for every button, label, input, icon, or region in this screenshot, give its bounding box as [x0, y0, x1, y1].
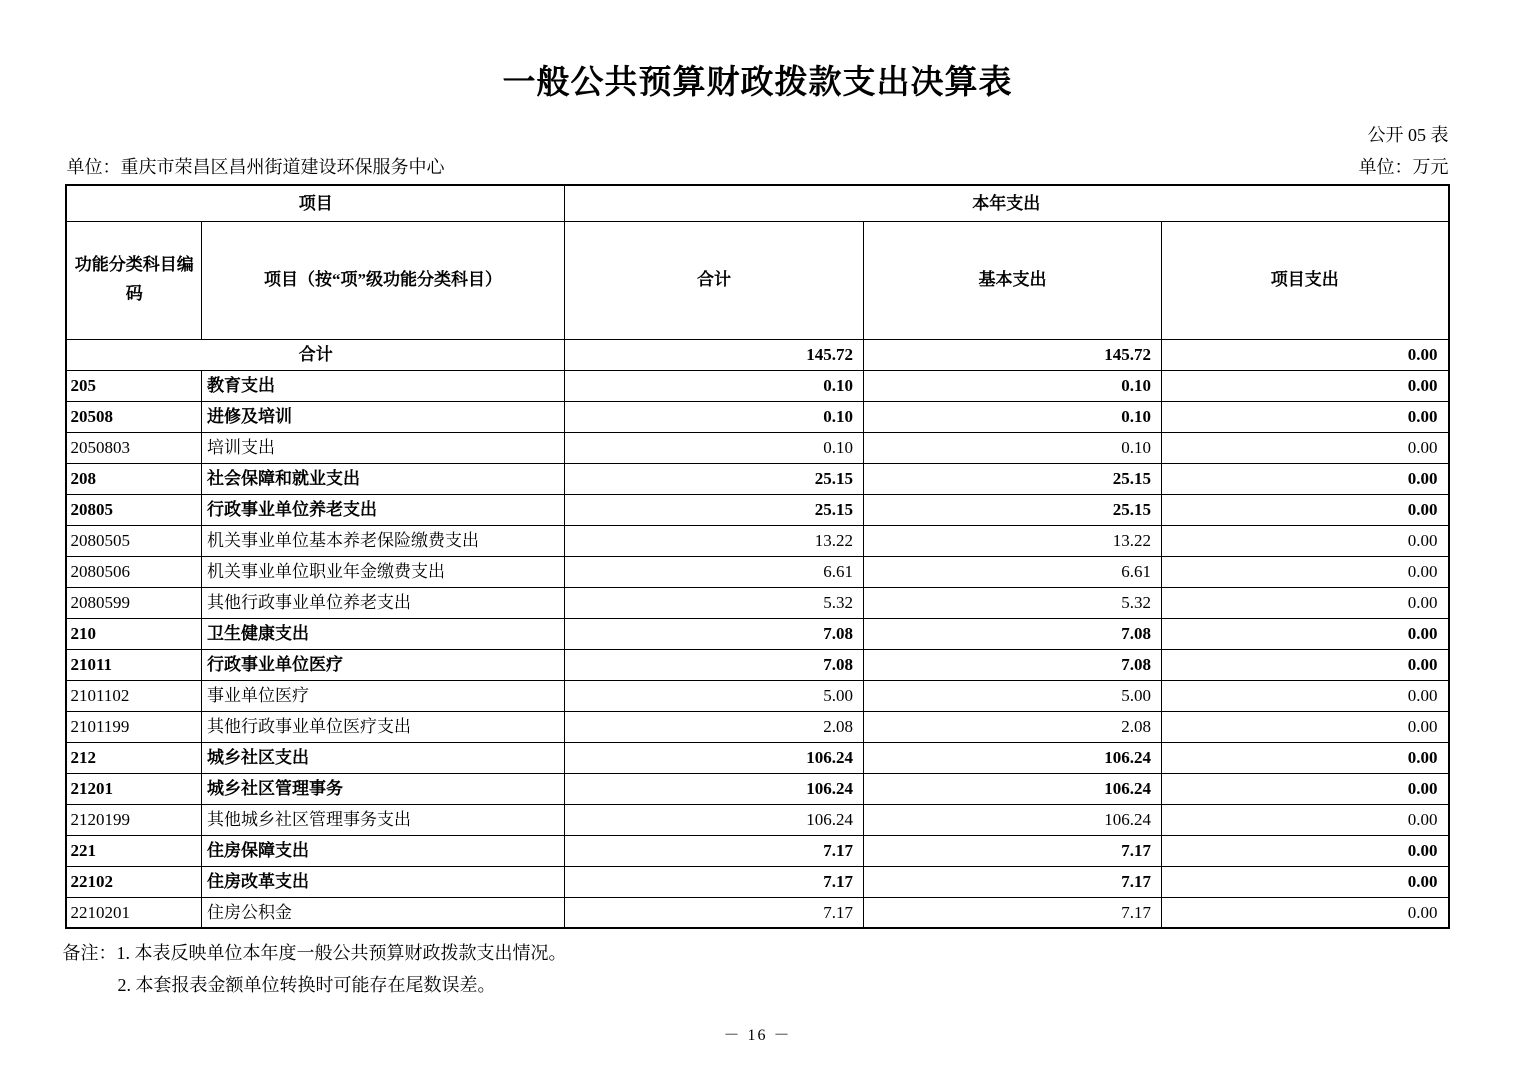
item-name-cell: 住房改革支出: [201, 866, 564, 897]
table-row: [66, 556, 1448, 587]
total-label-cell: 合计: [66, 339, 564, 370]
item-name-cell: 机关事业单位基本养老保险缴费支出: [201, 525, 564, 556]
note-text-2: 2. 本套报表金额单位转换时可能存在尾数误差。: [117, 975, 496, 995]
code-cell: 205: [66, 370, 201, 401]
currency-unit-label: 单位：万元: [1358, 157, 1449, 177]
code-cell: 2050803: [66, 432, 201, 463]
header-col-basic: 基本支出: [863, 221, 1161, 339]
table-row: [66, 711, 1448, 742]
basic-cell: 13.22: [863, 525, 1161, 556]
code-cell: 20508: [66, 401, 201, 432]
unit-line: [67, 153, 1449, 179]
table-row: [66, 742, 1448, 773]
project-cell: 0.00: [1161, 742, 1448, 773]
project-cell: 0.00: [1161, 866, 1448, 897]
code-cell: 2080506: [66, 556, 201, 587]
project-cell: 0.00: [1161, 370, 1448, 401]
total-cell: 7.17: [564, 835, 863, 866]
basic-cell: 5.00: [863, 680, 1161, 711]
item-name-cell: 卫生健康支出: [201, 618, 564, 649]
item-name-cell: 培训支出: [201, 432, 564, 463]
table-total-row: [66, 339, 1448, 370]
item-name-cell: 事业单位医疗: [201, 680, 564, 711]
project-cell: 0.00: [1161, 773, 1448, 804]
total-project-cell: 0.00: [1161, 339, 1448, 370]
table-row: [66, 866, 1448, 897]
basic-cell: 0.10: [863, 432, 1161, 463]
total-cell: 6.61: [564, 556, 863, 587]
item-name-cell: 其他行政事业单位医疗支出: [201, 711, 564, 742]
table-row: [66, 773, 1448, 804]
code-cell: 22102: [66, 866, 201, 897]
code-cell: 210: [66, 618, 201, 649]
basic-cell: 7.17: [863, 897, 1161, 928]
code-cell: 2080505: [66, 525, 201, 556]
item-name-cell: 城乡社区支出: [201, 742, 564, 773]
project-cell: 0.00: [1161, 649, 1448, 680]
basic-cell: 5.32: [863, 587, 1161, 618]
header-column-row: [66, 221, 1448, 339]
code-cell: 208: [66, 463, 201, 494]
item-name-cell: 进修及培训: [201, 401, 564, 432]
table-row: [66, 897, 1448, 928]
table-row: [66, 525, 1448, 556]
total-cell: 13.22: [564, 525, 863, 556]
table-row: [66, 370, 1448, 401]
project-cell: 0.00: [1161, 804, 1448, 835]
project-cell: 0.00: [1161, 401, 1448, 432]
total-cell: 106.24: [564, 773, 863, 804]
expenditure-table: [65, 184, 1449, 929]
item-name-cell: 行政事业单位医疗: [201, 649, 564, 680]
item-name-cell: 住房公积金: [201, 897, 564, 928]
basic-cell: 7.08: [863, 649, 1161, 680]
code-cell: 21011: [66, 649, 201, 680]
project-cell: 0.00: [1161, 835, 1448, 866]
table-row: [66, 587, 1448, 618]
basic-cell: 0.10: [863, 370, 1161, 401]
code-cell: 2080599: [66, 587, 201, 618]
table-row: [66, 494, 1448, 525]
basic-cell: 7.17: [863, 866, 1161, 897]
project-cell: 0.00: [1161, 897, 1448, 928]
project-cell: 0.00: [1161, 618, 1448, 649]
item-name-cell: 教育支出: [201, 370, 564, 401]
doc-meta: [67, 121, 1449, 179]
total-basic-cell: 145.72: [863, 339, 1161, 370]
total-cell: 106.24: [564, 742, 863, 773]
code-cell: 2101102: [66, 680, 201, 711]
notes-label: 备注：: [62, 943, 117, 963]
basic-cell: 7.17: [863, 835, 1161, 866]
header-col-total: 合计: [564, 221, 863, 339]
total-cell: 7.17: [564, 897, 863, 928]
basic-cell: 7.08: [863, 618, 1161, 649]
total-cell: 0.10: [564, 401, 863, 432]
code-cell: 20805: [66, 494, 201, 525]
project-cell: 0.00: [1161, 587, 1448, 618]
total-cell: 0.10: [564, 370, 863, 401]
header-col-project: 项目支出: [1161, 221, 1448, 339]
item-name-cell: 社会保障和就业支出: [201, 463, 564, 494]
header-group-row: [66, 185, 1448, 221]
table-row: [66, 680, 1448, 711]
item-name-cell: 城乡社区管理事务: [201, 773, 564, 804]
table-row: [66, 804, 1448, 835]
basic-cell: 2.08: [863, 711, 1161, 742]
total-cell: 106.24: [564, 804, 863, 835]
total-cell: 5.32: [564, 587, 863, 618]
total-cell: 25.15: [564, 494, 863, 525]
table-row: [66, 463, 1448, 494]
project-cell: 0.00: [1161, 680, 1448, 711]
page-title: 一般公共预算财政拨款支出决算表: [502, 65, 1013, 101]
basic-cell: 106.24: [863, 742, 1161, 773]
project-cell: 0.00: [1161, 525, 1448, 556]
project-cell: 0.00: [1161, 556, 1448, 587]
item-name-cell: 其他城乡社区管理事务支出: [201, 804, 564, 835]
project-cell: 0.00: [1161, 463, 1448, 494]
total-cell: 2.08: [564, 711, 863, 742]
basic-cell: 25.15: [863, 494, 1161, 525]
table-row: [66, 432, 1448, 463]
item-name-cell: 机关事业单位职业年金缴费支出: [201, 556, 564, 587]
note-text-1: 1. 本表反映单位本年度一般公共预算财政拨款支出情况。: [116, 943, 567, 963]
code-cell: 2210201: [66, 897, 201, 928]
basic-cell: 0.10: [863, 401, 1161, 432]
project-cell: 0.00: [1161, 432, 1448, 463]
total-cell: 0.10: [564, 432, 863, 463]
total-cell: 25.15: [564, 463, 863, 494]
header-group-project: 项目: [66, 185, 564, 221]
table-row: [66, 835, 1448, 866]
code-cell: 2120199: [66, 804, 201, 835]
header-group-current-year: 本年支出: [564, 185, 1448, 221]
note-line-1: [63, 937, 1453, 969]
code-cell: 212: [66, 742, 201, 773]
header-col-item: 项目（按“项”级功能分类科目）: [201, 221, 564, 339]
total-cell: 7.08: [564, 649, 863, 680]
item-name-cell: 住房保障支出: [201, 835, 564, 866]
code-cell: 2101199: [66, 711, 201, 742]
code-cell: 221: [66, 835, 201, 866]
table-row: [66, 401, 1448, 432]
header-col-code: 功能分类科目编码: [66, 221, 201, 339]
item-name-cell: 其他行政事业单位养老支出: [201, 587, 564, 618]
project-cell: 0.00: [1161, 494, 1448, 525]
total-cell: 5.00: [564, 680, 863, 711]
table-row: [66, 649, 1448, 680]
org-label: 单位：重庆市荣昌区昌州街道建设环保服务中心: [66, 157, 445, 177]
basic-cell: 106.24: [863, 773, 1161, 804]
basic-cell: 106.24: [863, 804, 1161, 835]
total-sum-cell: 145.72: [564, 339, 863, 370]
code-cell: 21201: [66, 773, 201, 804]
table-code: 公开 05 表: [1367, 125, 1449, 145]
item-name-cell: 行政事业单位养老支出: [201, 494, 564, 525]
basic-cell: 6.61: [863, 556, 1161, 587]
page-number: － 16 －: [723, 1027, 792, 1044]
basic-cell: 25.15: [863, 463, 1161, 494]
table-row: [66, 618, 1448, 649]
total-cell: 7.08: [564, 618, 863, 649]
notes: [63, 937, 1453, 1001]
project-cell: 0.00: [1161, 711, 1448, 742]
total-cell: 7.17: [564, 866, 863, 897]
